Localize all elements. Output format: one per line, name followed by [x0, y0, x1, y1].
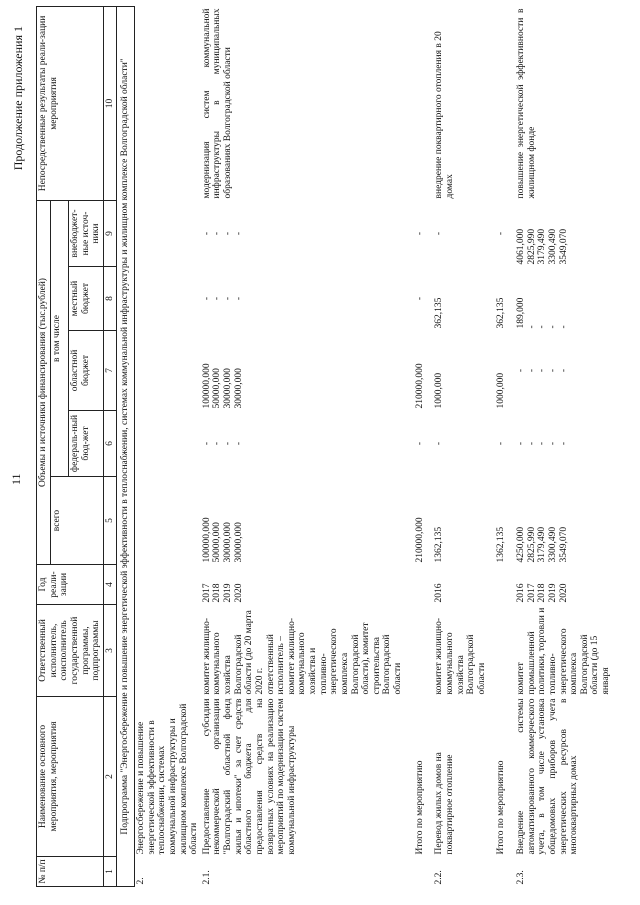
- row-regional: 210000,000: [414, 363, 425, 409]
- row-federal: - - - - -: [516, 441, 569, 446]
- column-number: 9: [103, 200, 117, 266]
- header-row-1: [37, 6, 51, 886]
- row-num: [405, 857, 427, 887]
- column-number: 1: [103, 857, 117, 887]
- row-results: внедрение поквартирного отопления в 20 домах: [434, 31, 455, 199]
- row-year: 2016: [434, 583, 445, 603]
- row-regional: 1000,000: [434, 372, 445, 409]
- header-results: Непосредственные результаты реали-зации мероприятия: [37, 6, 104, 200]
- row-regional: 100000,000 50000,000 30000,000 30000,000: [201, 363, 244, 409]
- column-number: 7: [103, 331, 117, 411]
- table-row: [488, 6, 508, 886]
- row-total: 210000,000: [414, 517, 425, 563]
- header-responsible: Ответственный исполнитель, соисполнитель государственной программы, подпрограммы: [37, 605, 104, 697]
- header-name: Наименование основного мероприятия, мероприятия: [37, 697, 104, 857]
- row-extra: - - - -: [201, 231, 244, 236]
- table-row: [508, 6, 613, 886]
- row-total: 1362,135: [496, 526, 507, 563]
- row-total: 4250,000 2825,990 3179,490 3300,490 3549,070: [516, 526, 569, 563]
- row-responsible: комитет промышленной политики, торговли и топливно-энергетического комплекса Волгоградской области (до 15 января: [516, 607, 611, 695]
- column-number: 3: [103, 605, 117, 697]
- row-name: Внедрение системы автоматизированного коммерческого учета, в том числе установка общедомовых приборов учета энергетических ресурсов в многоквартирных домах: [516, 698, 580, 855]
- header-year: Год реали-зации: [37, 565, 104, 605]
- row-year: 2017 2018 2019 2020: [201, 583, 244, 603]
- header-total: всего: [50, 477, 103, 565]
- row-num: 2.3.: [516, 870, 526, 885]
- column-number-row: [103, 6, 117, 886]
- subprogram-title: Подпрограмма "Энергосбережение и повышение энергетической эффективности в теплоснабжении, системах коммунальной инфраструктуры и жилищном комплексе Волгоградской области": [117, 6, 135, 886]
- row-total: 100000,000 50000,000 30000,000 30000,000: [201, 517, 244, 563]
- table-row: [135, 6, 201, 886]
- row-name: Итого по мероприятию: [414, 760, 425, 855]
- row-regional: - - - - -: [516, 368, 569, 373]
- row-local: 362,135: [496, 297, 507, 329]
- row-name: Итого по мероприятию: [496, 760, 507, 855]
- row-name: Энергосбережение и повышение энергетической эффективности в теплоснабжении, системах коммунальной инфраструктуры и жилищном комплексе Волгоградской области: [136, 703, 200, 855]
- row-federal: - - - -: [201, 441, 244, 446]
- row-results: модернизация систем коммунальной инфраструктуры в муниципальных образованиях Волгоградской области: [201, 8, 233, 199]
- header-regional: областной бюджет: [68, 331, 103, 411]
- header-federal: федераль-ный бюд-жет: [68, 411, 103, 477]
- row-name: Предоставление субсидии некоммерческой организации "Волгоградский областной фонд жилья и ипотеки" за счет средств областного бюджета для предоставления средств на возвратных условиях на реализацию мероприятий по модернизации систем коммунальной инфраструктуры: [201, 698, 297, 855]
- column-number: 6: [103, 411, 117, 477]
- row-num: 2.1.: [201, 870, 212, 885]
- row-extra: -: [496, 231, 507, 236]
- table-row: [405, 6, 427, 886]
- row-federal: -: [434, 441, 445, 446]
- row-local: - - - -: [201, 296, 244, 301]
- row-regional: 1000,000: [496, 372, 507, 409]
- row-local: 362,135: [434, 297, 445, 329]
- row-local: 189,000 - - - -: [516, 297, 569, 329]
- subprogram-row: [117, 6, 135, 886]
- row-num: [488, 857, 508, 887]
- page-number: 11: [9, 473, 23, 485]
- column-number: 5: [103, 477, 117, 565]
- row-federal: -: [414, 441, 425, 446]
- row-extra: -: [434, 231, 445, 236]
- row-extra: -: [414, 231, 425, 236]
- row-extra: 4061,000 2825,990 3179,490 3300,490 3549,070: [516, 228, 569, 265]
- column-number: 4: [103, 565, 117, 605]
- program-table: [36, 6, 613, 887]
- column-number: 10: [103, 6, 117, 200]
- row-responsible: комитет жилищно-коммунального хозяйства Волгоградской области: [434, 618, 487, 695]
- row-name: Перевод жилых домов на поквартирное отопление: [434, 752, 455, 855]
- table-row: [201, 6, 405, 886]
- header-local: местный бюджет: [68, 267, 103, 331]
- continuation-label: Продолжение приложения 1: [11, 26, 25, 171]
- row-results: повышение энергетической эффективности в жилищном фонде: [516, 8, 537, 199]
- row-responsible: комитет жилищно-коммунального хозяйства Волгоградской области (до 20 марта 2020 г. ответственный исполнитель – комитет жилищно-коммунального хозяйства и топливно-энергетического комплекса Волгоградской области), комитет строительства Волгоградской области: [201, 610, 403, 695]
- row-total: 1362,135: [434, 526, 445, 563]
- row-year: 2016 2017 2018 2019 2020: [516, 583, 569, 603]
- row-num: 2.: [136, 877, 146, 885]
- row-federal: -: [496, 441, 507, 446]
- row-num: 2.2.: [434, 870, 445, 885]
- header-extra: внебюджет-ные источ-ники: [68, 200, 103, 266]
- table-row: [426, 6, 488, 886]
- header-including: в том числе: [50, 200, 68, 476]
- column-number: 2: [103, 697, 117, 857]
- header-num: № п/п: [37, 857, 104, 887]
- column-number: 8: [103, 267, 117, 331]
- row-local: -: [414, 296, 425, 301]
- header-funding: Объемы и источники финансирования (тыс.рублей): [37, 200, 51, 564]
